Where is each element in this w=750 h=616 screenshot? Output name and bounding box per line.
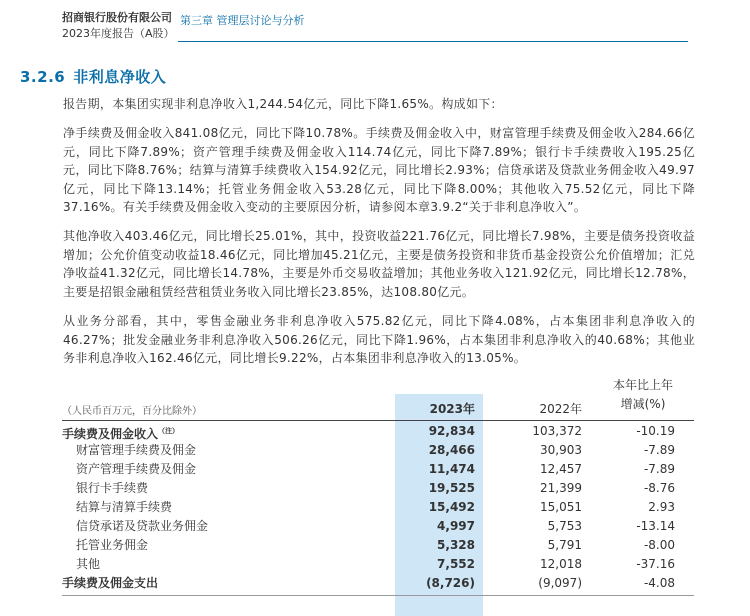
table-row <box>62 479 694 498</box>
value-change: -13.14 <box>636 519 675 533</box>
paragraph-segments: 从业务分部看，其中，零售金融业务非利息净收入575.82亿元，同比下降4.08%，占本集团非利息净收入的46.27%；批发金融业务非利息净收入506.26亿元，同比下降1.96%，占本集团非利息净收入的40.68%；其他业务非利息净收入162.46亿元，同比增长9.22%，占本集团非利息净收入的13.05%。 <box>63 314 695 365</box>
value-2022: 12,457 <box>540 462 582 476</box>
row-note: （注） <box>158 427 180 435</box>
value-2023: 19,525 <box>428 481 475 495</box>
value-2022: 12,018 <box>540 557 582 571</box>
section-title: 非利息净收入 <box>73 68 167 86</box>
column-header-change-line1: 本年比上年 <box>612 378 673 392</box>
row-label: 手续费及佣金支出 <box>62 576 159 590</box>
table-unit-note: （人民币百万元，百分比除外） <box>62 406 202 417</box>
value-change: 2.93 <box>648 500 675 514</box>
section-heading <box>20 66 174 87</box>
column-header-change-line2: 增减(%) <box>620 397 666 411</box>
table-row <box>62 460 694 479</box>
row-label: 财富管理手续费及佣金 <box>76 443 197 457</box>
table-row <box>62 441 694 460</box>
header-divider <box>178 41 688 42</box>
value-2022: 15,051 <box>540 500 582 514</box>
value-2023: 11,474 <box>428 462 475 476</box>
table-row <box>62 517 694 536</box>
value-2023: 15,492 <box>428 500 475 514</box>
row-label: 托管业务佣金 <box>76 538 149 552</box>
table-row <box>62 498 694 517</box>
value-2023: 4,997 <box>437 519 475 533</box>
value-change: -8.76 <box>643 481 675 495</box>
column-header-2022: 2022年 <box>539 402 582 416</box>
report-title: 2023年度报告（A股） <box>62 27 175 40</box>
row-label: 资产管理手续费及佣金 <box>76 462 197 476</box>
row-label: 银行卡手续费 <box>76 481 149 495</box>
value-2022: 5,753 <box>547 519 582 533</box>
row-label: 手续费及佣金收入$^{(注)}$ <box>62 427 180 441</box>
column-header-2023: 2023年 <box>429 402 475 416</box>
column-header-change <box>597 376 689 414</box>
section-number: 3.2.6 <box>20 68 66 86</box>
value-2022: 21,399 <box>540 481 582 495</box>
value-2022: 5,791 <box>547 538 582 552</box>
value-change: -7.89 <box>643 462 675 476</box>
value-2022: 30,903 <box>540 443 582 457</box>
chapter-title: 第三章 管理层讨论与分析 <box>180 14 305 27</box>
table-header-rule <box>62 420 694 421</box>
value-change: -37.16 <box>636 557 675 571</box>
table-row <box>62 555 694 574</box>
value-2023: (8,726) <box>426 576 475 590</box>
value-2023: 92,834 <box>428 424 475 438</box>
paragraph-other-income: 其他净收入403.46亿元，同比增长25.01%，其中，投资收益221.76亿元，同比增长7.98%，主要是债务投资收益增加；公允价值变动收益18.46亿元，同比增加45.21亿元，主要是债务投资和非货币基金投资公允价值增加；汇兑净收益41.32亿元，同比增长14.78%，主要是外币交易收益增加；其他业务收入121.92亿元，同比增长12.78%，主要是招银金融租赁经营租赁业务收入同比增长23.85%，达108.80亿元。 <box>63 229 695 299</box>
value-2023: 28,466 <box>428 443 475 457</box>
row-label: 信贷承诺及贷款业务佣金 <box>76 519 209 533</box>
value-change: -4.08 <box>643 576 675 590</box>
table-row <box>62 574 694 593</box>
value-2022: (9,097) <box>538 576 582 590</box>
value-change: -7.89 <box>643 443 675 457</box>
value-2023: 7,552 <box>437 557 475 571</box>
value-change: -10.19 <box>636 424 675 438</box>
value-change: -8.00 <box>643 538 675 552</box>
value-2023: 5,328 <box>437 538 475 552</box>
row-label: 结算与清算手续费 <box>76 500 173 514</box>
company-name: 招商银行股份有限公司 <box>62 11 172 24</box>
table-row <box>62 422 694 441</box>
row-label: 其他 <box>76 557 101 571</box>
paragraph-summary: 报告期，本集团实现非利息净收入1,244.54亿元，同比下降1.65%。构成如下： <box>63 97 503 111</box>
report-header <box>62 10 175 42</box>
value-2022: 103,372 <box>532 424 582 438</box>
paragraph-fee-income: 净手续费及佣金收入841.08亿元，同比下降10.78%。手续费及佣金收入中，财富管理手续费及佣金收入284.66亿元，同比下降7.89%；资产管理手续费及佣金收入114.74亿元，同比下降7.89%；银行卡手续费收入195.25亿元，同比下降8.76%；结算与清算手续费收入154.92亿元，同比增长2.93%；信贷承诺及贷款业务佣金收入49.97亿元，同比下降13.14%；托管业务佣金收入53.28亿元，同比下降8.00%；其他收入75.52亿元，同比下降37.16%。有关手续费及佣金收入变动的主要原因分析，请参阅本章3.9.2“关于非利息净收入”。 <box>63 126 695 214</box>
table-row <box>62 536 694 555</box>
